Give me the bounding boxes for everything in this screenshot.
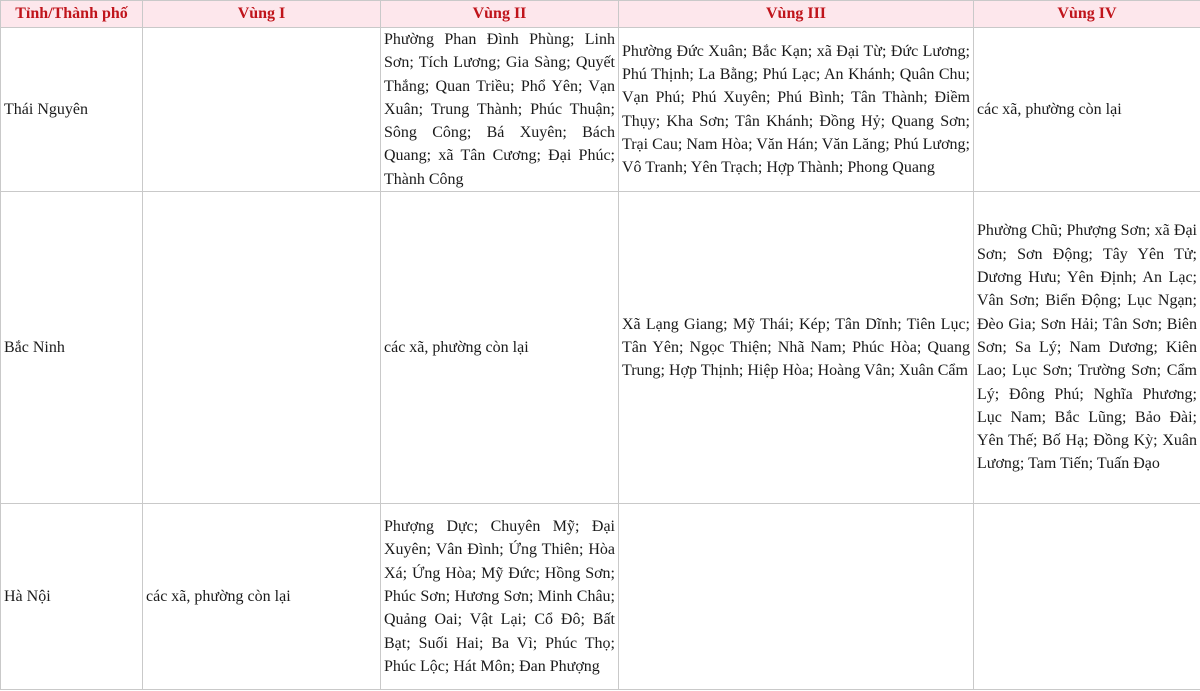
vung-4-cell[interactable]: [974, 504, 1200, 690]
vung-1-cell[interactable]: các xã, phường còn lại: [143, 504, 381, 690]
table-row: [1, 28, 1200, 192]
vung-2-cell[interactable]: các xã, phường còn lại: [381, 192, 619, 504]
vung-4-cell[interactable]: các xã, phường còn lại: [974, 28, 1200, 192]
vung-2-cell[interactable]: Phường Phan Đình Phùng; Linh Sơn; Tích Lương; Gia Sàng; Quyết Thắng; Quan Triều; Phổ Yên; Vạn Xuân; Trung Thành; Phúc Thuận; Sông Công; Bá Xuyên; Bách Quang; xã Tân Cương; Đại Phúc; Thành Công: [381, 28, 619, 192]
vung-3-cell[interactable]: [619, 504, 974, 690]
province-cell[interactable]: Hà Nội: [1, 504, 143, 690]
vung-2-cell[interactable]: Phượng Dực; Chuyên Mỹ; Đại Xuyên; Vân Đình; Ứng Thiên; Hòa Xá; Ứng Hòa; Mỹ Đức; Hồng Sơn; Phúc Sơn; Hương Sơn; Minh Châu; Quảng Oai; Vật Lại; Cổ Đô; Bất Bạt; Suối Hai; Ba Vì; Phúc Thọ; Phúc Lộc; Hát Môn; Đan Phượng: [381, 504, 619, 690]
province-cell[interactable]: Thái Nguyên: [1, 28, 143, 192]
table-header-row: [1, 1, 1200, 28]
column-header-vung-1[interactable]: Vùng I: [143, 1, 381, 28]
column-header-vung-3[interactable]: Vùng III: [619, 1, 974, 28]
column-header-province[interactable]: Tỉnh/Thành phố: [1, 1, 143, 28]
column-header-vung-2[interactable]: Vùng II: [381, 1, 619, 28]
vung-3-cell[interactable]: Xã Lạng Giang; Mỹ Thái; Kép; Tân Dĩnh; Tiên Lục; Tân Yên; Ngọc Thiện; Nhã Nam; Phúc Hòa; Quang Trung; Hợp Thịnh; Hiệp Hòa; Hoàng Vân; Xuân Cẩm: [619, 192, 974, 504]
vung-4-cell[interactable]: Phường Chũ; Phượng Sơn; xã Đại Sơn; Sơn Động; Tây Yên Tử; Dương Hưu; Yên Định; An Lạc; Vân Sơn; Biển Động; Lục Ngạn; Đèo Gia; Sơn Hải; Tân Sơn; Biên Sơn; Sa Lý; Nam Dương; Kiên Lao; Lục Sơn; Trường Sơn; Cẩm Lý; Đông Phú; Nghĩa Phương; Lục Nam; Bắc Lũng; Bảo Đài; Yên Thế; Bố Hạ; Đồng Kỳ; Xuân Lương; Tam Tiến; Tuấn Đạo: [974, 192, 1200, 504]
province-cell[interactable]: Bắc Ninh: [1, 192, 143, 504]
column-header-vung-4[interactable]: Vùng IV: [974, 1, 1200, 28]
table-row: [1, 192, 1200, 504]
table-row: [1, 504, 1200, 690]
vung-1-cell[interactable]: [143, 192, 381, 504]
vung-3-cell[interactable]: Phường Đức Xuân; Bắc Kạn; xã Đại Từ; Đức Lương; Phú Thịnh; La Bằng; Phú Lạc; An Khánh; Quân Chu; Vạn Phú; Phú Xuyên; Phú Bình; Tân Thành; Điềm Thụy; Kha Sơn; Tân Khánh; Đồng Hỷ; Quang Sơn; Trại Cau; Nam Hòa; Văn Hán; Văn Lăng; Phú Lương; Vô Tranh; Yên Trạch; Hợp Thành; Phong Quang: [619, 28, 974, 192]
vung-1-cell[interactable]: [143, 28, 381, 192]
